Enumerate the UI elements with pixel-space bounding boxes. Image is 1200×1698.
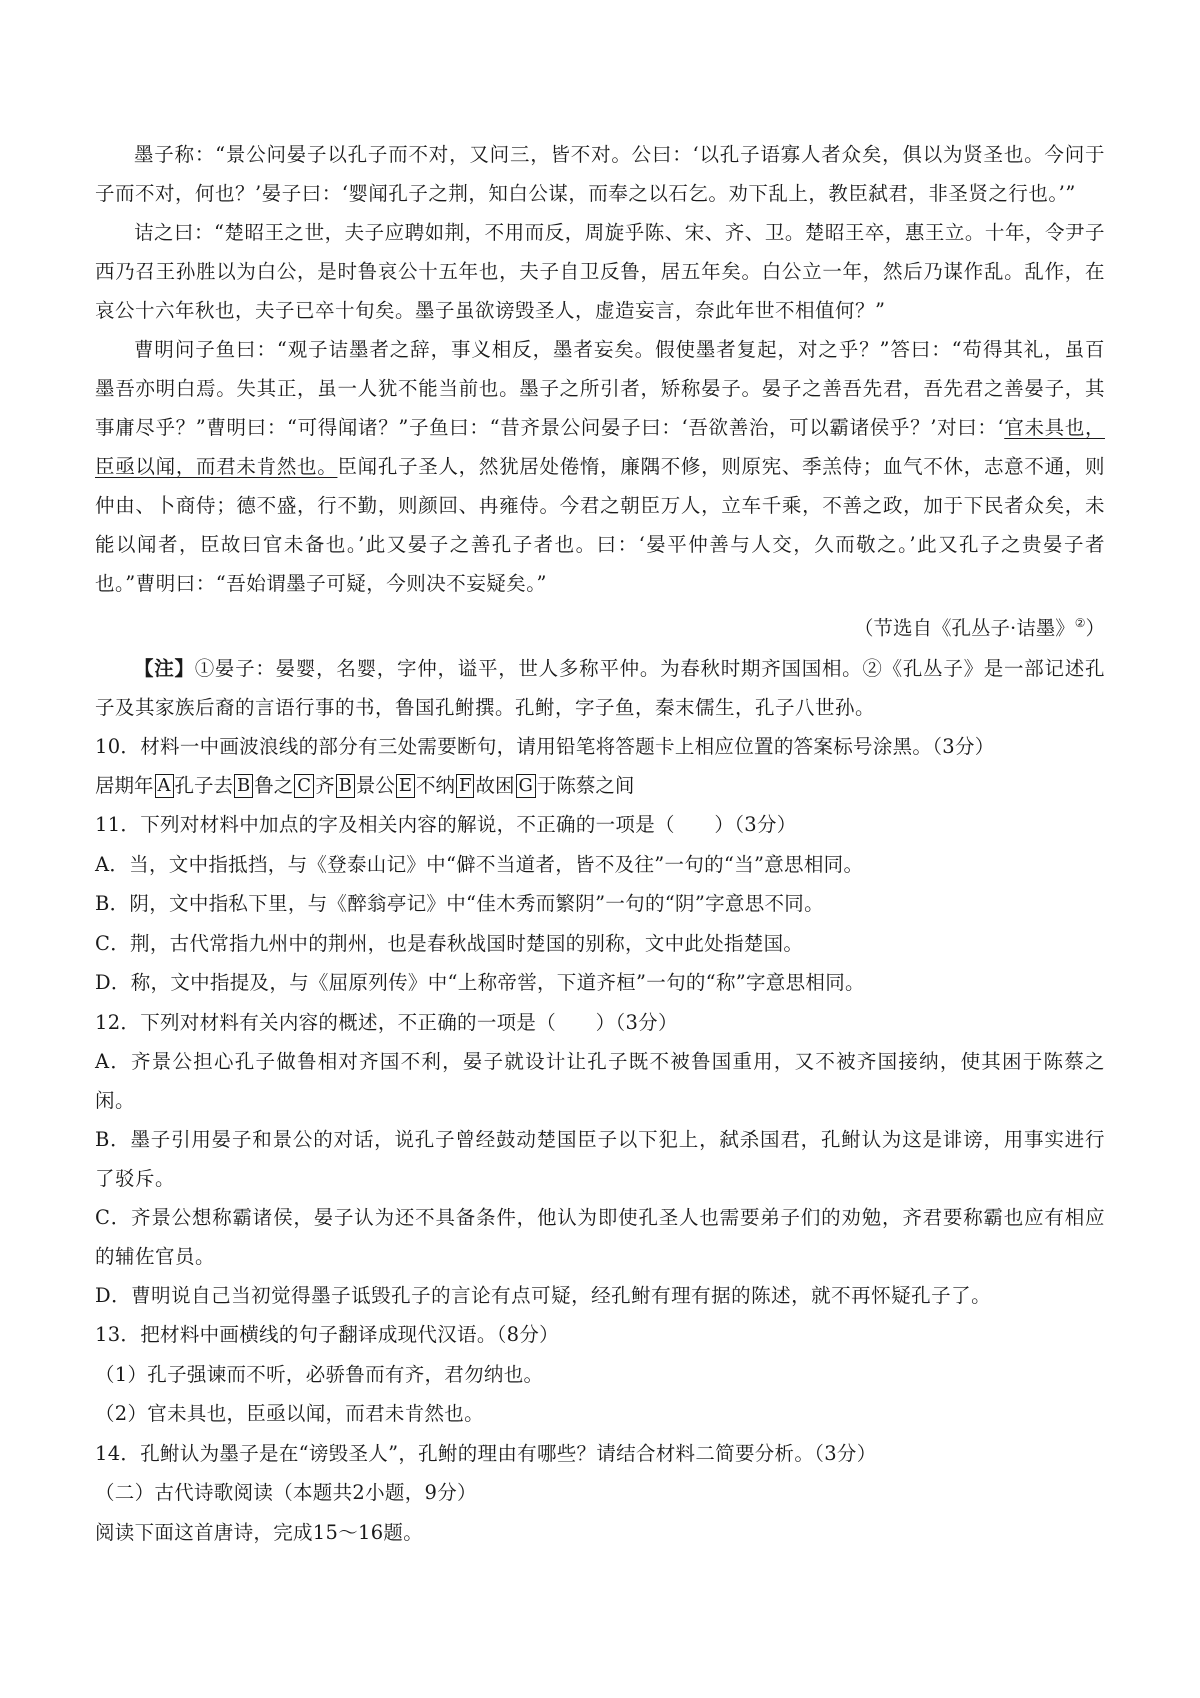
passage-paragraph-1: 墨子称：“景公问晏子以孔子而不对，又问三，皆不对。公曰：‘以孔子语寡人者众矣，俱以为贤圣也。今问于子而不对，何也？’晏子曰：‘婴闻孔子之荆，知白公谋，而奉之以石乞。劝下乱上，教臣弑君，非圣贤之行也。’” — [95, 143, 1105, 205]
passage-paragraph-3-part-b: 臣闻孔子圣人，然犹居处倦惰，廉隅不修，则原宪、季羔侍；血气不休，志意不通，则仲由、卜商侍；德不盛，行不勤，则颜回、冉雍侍。今君之朝臣万人，立车千乘，不善之政，加于下民者众矣，未能以闻者，臣故曰官未备也。’此又晏子之善孔子者也。曰：‘晏平仲善与人交，久而敬之。’此又孔子之贵晏子者也。”曹明曰：“吾始谓墨子可疑，今则决不妄疑矣。” — [95, 455, 1105, 595]
q10-segment-text: 不纳 — [415, 774, 455, 797]
question-12-stem: 12．下列对材料有关内容的概述，不正确的一项是（ ）（3分） — [95, 1010, 678, 1034]
q10-segment-text: 景公 — [355, 774, 395, 797]
passage-source — [95, 603, 1105, 649]
exam-page — [95, 135, 1105, 1552]
question-13-item-2: （2）官未具也，臣亟以闻，而君未肯然也。 — [95, 1402, 484, 1425]
q10-segment-text: 齐 — [315, 774, 335, 797]
question-14-stem: 14．孔鲋认为墨子是在“谤毁圣人”，孔鲋的理由有哪些？请结合材料二简要分析。（3分） — [95, 1441, 877, 1465]
q10-answer-box[interactable]: E — [396, 774, 415, 798]
note-text: ①晏子：晏婴，名婴，字仲，谥平，世人多称平仲。为春秋时期齐国国相。②《孔丛子》是一部记述孔子及其家族后裔的言语行事的书，鲁国孔鲋撰。孔鲋，字子鱼，秦末儒生，孔子八世孙。 — [95, 656, 1105, 719]
q10-segment-text: 鲁之 — [254, 774, 294, 797]
section-2-title: （二）古代诗歌阅读（本题共2小题，9分） — [95, 1481, 477, 1504]
passage-paragraph-2: 诘之曰：“楚昭王之世，夫子应聘如荆，不用而反，周旋乎陈、宋、齐、卫。楚昭王卒，惠王立。十年，令尹子西乃召王孙胜以为白公，是时鲁哀公十五年也，夫子自卫反鲁，居五年矣。白公立一年，然后乃谋作乱。乱作，在哀公十六年秋也，夫子已卒十旬矣。墨子虽欲谤毁圣人，虚造妄言，奈此年世不相值何？” — [95, 221, 1105, 322]
question-11-stem: 11．下列对材料中加点的字及相关内容的解说，不正确的一项是（ ）（3分） — [95, 813, 797, 836]
source-close: ） — [1085, 616, 1105, 640]
q10-answer-box[interactable]: B — [234, 774, 253, 798]
question-11-option-b[interactable]: B．阴，文中指私下里，与《醉翁亭记》中“佳木秀而繁阴”一句的“阴”字意思不同。 — [95, 892, 824, 915]
question-12-option-a[interactable]: A．齐景公担心孔子做鲁相对齐国不利，晏子就设计让孔子既不被鲁国重用，又不被齐国接纳，使其困于陈蔡之闲。 — [95, 1050, 1105, 1112]
q10-answer-box[interactable]: G — [516, 774, 536, 798]
q10-answer-box[interactable]: C — [294, 774, 314, 798]
question-10-sentence — [95, 766, 1105, 805]
source-footnote-mark: ② — [1074, 616, 1086, 630]
q10-segment-text: 居期年 — [95, 774, 154, 797]
q10-answer-box[interactable]: A — [155, 774, 174, 798]
annotation-note — [95, 649, 1105, 727]
q10-answer-box[interactable]: B — [336, 774, 355, 798]
question-11-option-a[interactable]: A．当，文中指抵挡，与《登泰山记》中“僻不当道者，皆不及往”一句的“当”意思相同。 — [95, 852, 864, 876]
source-text: （节选自《孔丛子·诘墨》 — [854, 616, 1075, 640]
q10-segment-text: 孔子去 — [174, 774, 234, 797]
underlined-sentence: 官未具也，臣亟以闻，而君未肯然也。 — [95, 416, 1105, 478]
passage-paragraph-3 — [95, 330, 1105, 603]
q10-segment-text: 故困 — [475, 774, 515, 797]
question-10-stem: 10．材料一中画波浪线的部分有三处需要断句，请用铅笔将答题卡上相应位置的答案标号涂黑。（3分） — [95, 734, 995, 758]
question-11-option-c[interactable]: C．荆，古代常指九州中的荆州，也是春秋战国时楚国的别称，文中此处指楚国。 — [95, 931, 804, 955]
q10-answer-box[interactable]: F — [456, 774, 475, 798]
question-12-option-b[interactable]: B．墨子引用晏子和景公的对话，说孔子曾经鼓动楚国臣子以下犯上，弑杀国君，孔鲋认为这是诽谤，用事实进行了驳斥。 — [95, 1128, 1105, 1190]
question-12-option-c[interactable]: C．齐景公想称霸诸侯，晏子认为还不具备条件，他认为即使孔圣人也需要弟子们的劝勉，齐君要称霸也应有相应的辅佐官员。 — [95, 1206, 1105, 1268]
question-11-option-d[interactable]: D．称，文中指提及，与《屈原列传》中“上称帝喾，下道齐桓”一句的“称”字意思相同。 — [95, 971, 865, 994]
section-2-intro: 阅读下面这首唐诗，完成15～16题。 — [95, 1520, 424, 1544]
passage-paragraph-3-part-a: 曹明问子鱼曰：“观子诘墨者之辞，事义相反，墨者妄矣。假使墨者复起，对之乎？”答曰：“苟得其礼，虽百墨吾亦明白焉。失其正，虽一人犹不能当前也。墨子之所引者，矫称晏子。晏子之善吾先君，吾先君之善晏子，其事庸尽乎？”曹明曰：“可得闻诸？”子鱼曰：“昔齐景公问晏子曰：‘吾欲善治，可以霸诸侯乎？’对曰：‘ — [95, 338, 1105, 439]
question-13-item-1: （1）孔子强谏而不听，必骄鲁而有齐，君勿纳也。 — [95, 1362, 544, 1386]
q10-segment-text: 于陈蔡之间 — [536, 774, 635, 797]
question-12-option-d[interactable]: D．曹明说自己当初觉得墨子诋毁孔子的言论有点可疑，经孔鲋有理有据的陈述，就不再怀疑孔子了。 — [95, 1284, 992, 1307]
note-label: 【注】 — [134, 656, 195, 680]
question-13-stem: 13．把材料中画横线的句子翻译成现代汉语。（8分） — [95, 1323, 559, 1346]
